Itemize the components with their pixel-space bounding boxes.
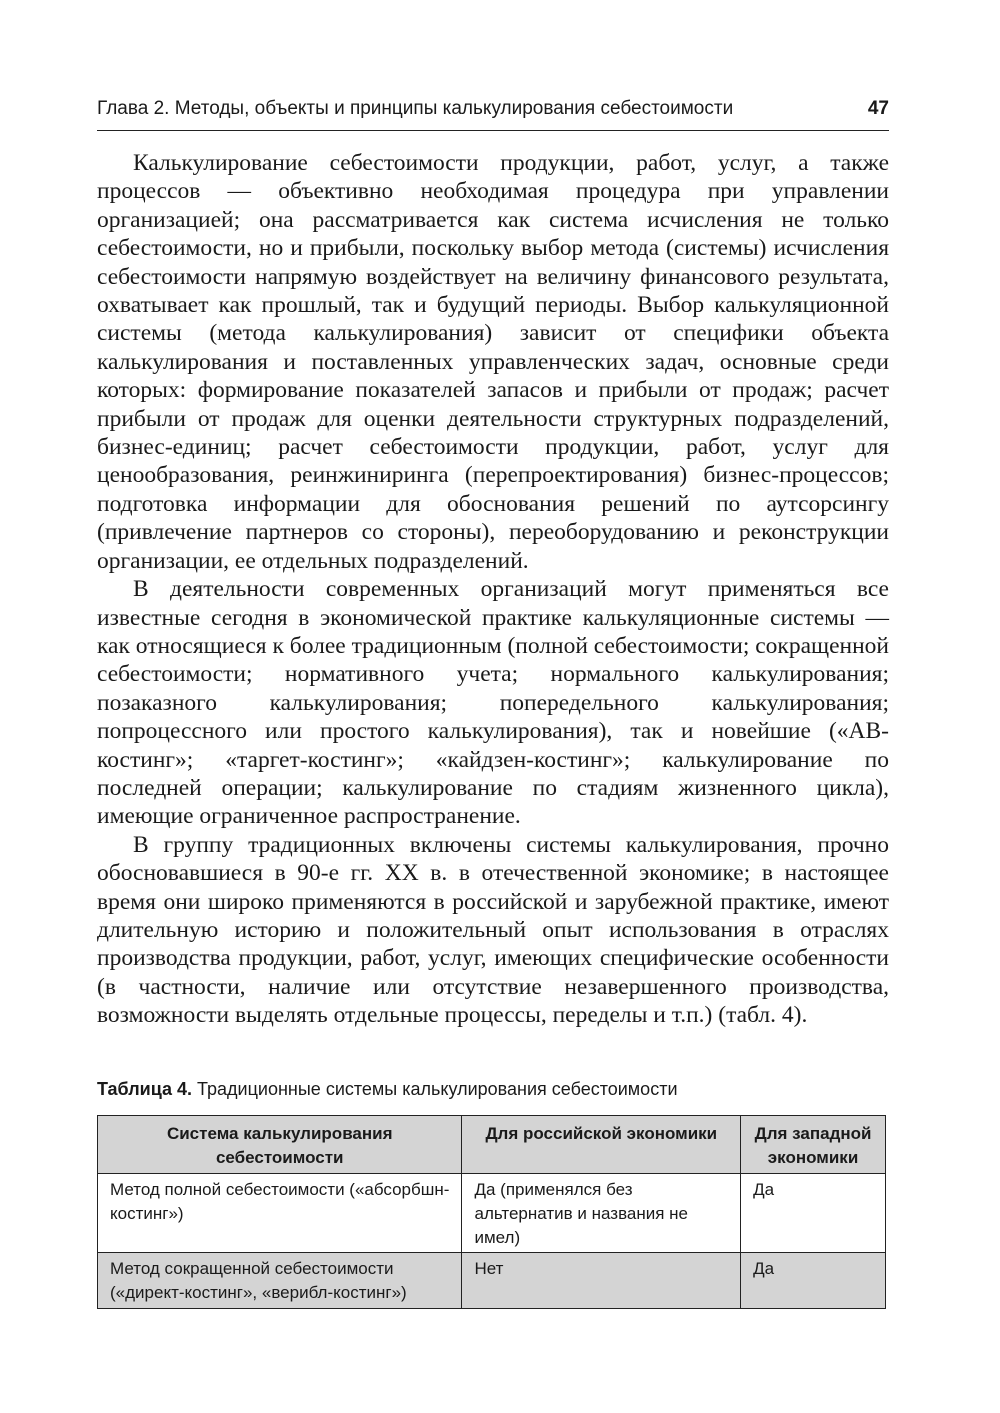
page-number: 47	[867, 98, 889, 119]
cell-western: Да	[741, 1253, 886, 1309]
cell-russian: Да (применялся без альтернатив и названия не имел)	[462, 1174, 741, 1253]
table-caption-label: Таблица 4.	[97, 1079, 193, 1099]
table-caption	[97, 1079, 889, 1100]
costing-systems-table	[97, 1115, 886, 1309]
running-header	[97, 98, 889, 131]
header-western: Для западной экономики	[741, 1116, 886, 1174]
chapter-title: Глава 2. Методы, объекты и принципы калькулирования себестоимости	[97, 98, 734, 119]
body-text	[97, 149, 889, 1030]
table-caption-text: Традиционные системы калькулирования себестоимости	[192, 1079, 678, 1099]
cell-system: Метод сокращенной себестоимости («директ-костинг», «верибл-костинг»)	[98, 1253, 462, 1309]
cell-system: Метод полной себестоимости («абсорбшн-костинг»)	[98, 1174, 462, 1253]
cell-western: Да	[741, 1174, 886, 1253]
table-row	[98, 1174, 886, 1253]
table-row	[98, 1253, 886, 1309]
paragraph: Калькулирование себестоимости продукции, работ, услуг, а также процессов — объективно необходимая процедура при управлении организацией; она рассматривается как система исчисления не только себестоимости, но и прибыли, поскольку выбор метода (системы) исчисления себестоимости напрямую воздействует на величину финансового результата, охватывает как прошлый, так и будущий периоды. Выбор калькуляционной системы (метода калькулирования) зависит от специфики объекта калькулирования и поставленных управленческих задач, основные среди которых: формирование показателей запасов и прибыли от продаж; расчет прибыли от продаж для оценки деятельности структурных подразделений, бизнес-единиц; расчет себестоимости продукции, работ, услуг для ценообразования, реинжиниринга (перепроектирования) бизнес-процессов; подготовка информации для обоснования решений по аутсорсингу (привлечение партнеров со стороны), переоборудованию и реконструкции организации, ее отдельных подразделений.	[97, 150, 889, 574]
header-russian: Для российской экономики	[462, 1116, 741, 1174]
paragraph: В группу традиционных включены системы калькулирования, прочно обосновавшиеся в 90-е гг. XX в. в отечественной экономике; в настоящее время они широко применяются в российской и зарубежной практике, имеют длительную историю и положительный опыт использования в отраслях производства продукции, работ, услуг, имеющих специфические особенности (в частности, наличие или отсутствие незавершенного производства, возможности выделять отдельные процессы, переделы и т.п.) (табл. 4).	[97, 831, 889, 1029]
cell-russian: Нет	[462, 1253, 741, 1309]
paragraph: В деятельности современных организаций могут применяться все известные сегодня в экономической практике калькуляционные системы — как относящиеся к более традиционным (полной себестоимости; сокращенной себестоимости; нормативного учета; нормального калькулирования; позаказного калькулирования; попередельного калькулирования; попроцессного или простого калькулирования), так и новейшие («АВ-костинг»; «таргет-костинг»; «кайдзен-костинг»; калькулирование по последней операции; калькулирование по стадиям жизненного цикла), имеющие ограниченное распространение.	[97, 576, 890, 830]
header-system: Система калькулирования себестоимости	[98, 1116, 462, 1174]
table-header-row	[98, 1116, 886, 1174]
